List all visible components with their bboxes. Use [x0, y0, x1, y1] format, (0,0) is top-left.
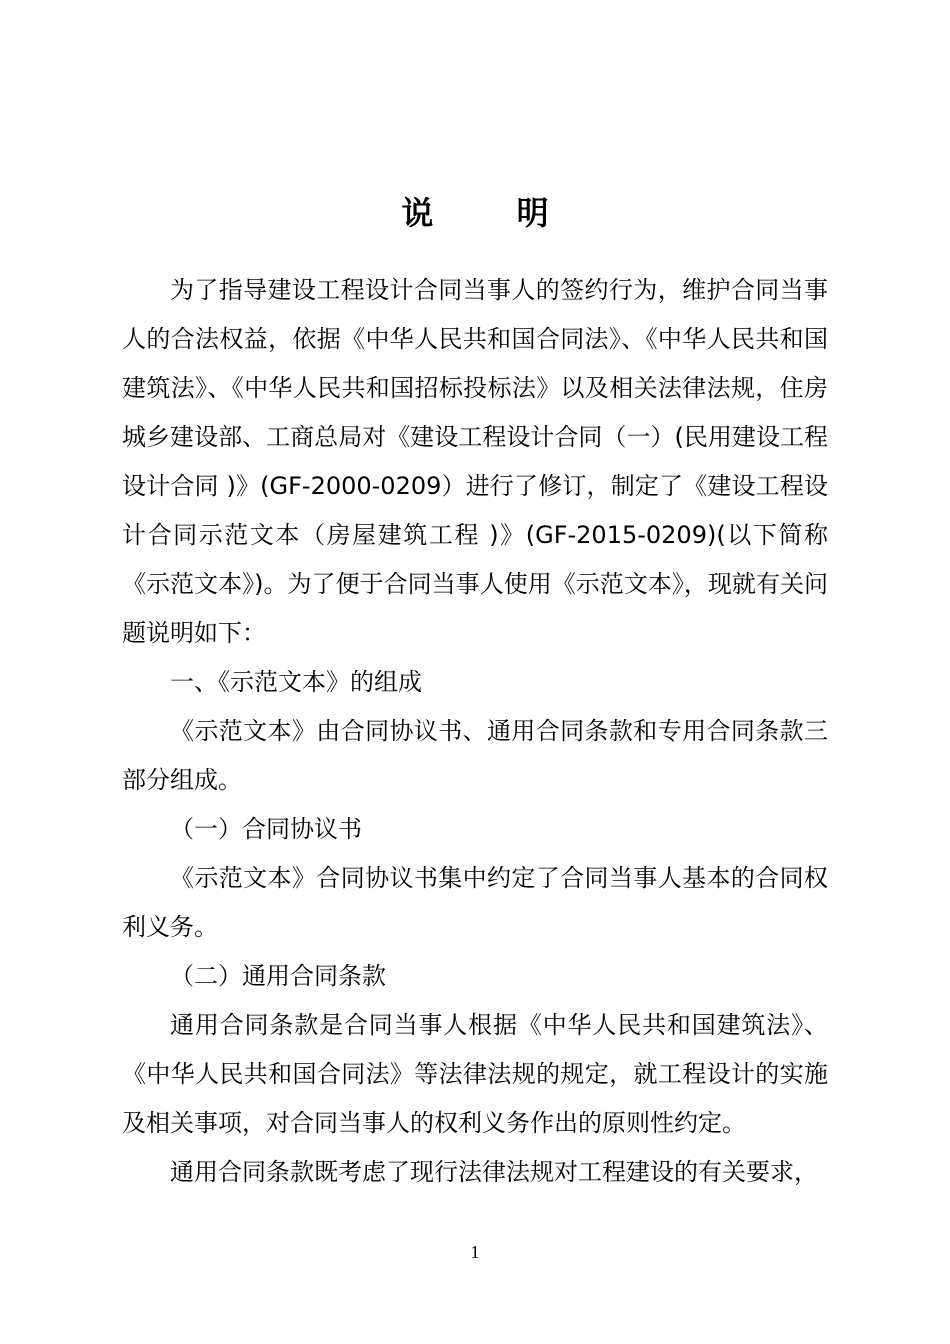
- page-title: 说 明: [401, 194, 585, 233]
- subheading-agreement: （一）合同协议书: [170, 815, 362, 843]
- section-heading-composition: 一、《示范文本》的组成: [170, 668, 422, 696]
- composition-paragraph: 《示范文本》由合同协议书、通用合同条款和专用合同条款三部分组成。: [122, 717, 828, 794]
- page-number: 1: [470, 1242, 480, 1262]
- subheading-general-terms: （二）通用合同条款: [170, 962, 386, 990]
- document-body: [122, 266, 828, 1197]
- intro-paragraph: 为了指导建设工程设计合同当事人的签约行为，维护合同当事人的合法权益，依据《中华人民共和国合同法》、《中华人民共和国建筑法》、《中华人民共和国招标投标法》以及相关法律法规，住房城乡建设部、工商总局对《建设工程设计合同（一）(民用建设工程设计合同 )》(GF-2000-0209）进行了修订，制定了《建设工程设计合同示范文本（房屋建筑工程 )》(GF-2015-0209)(以下简称《示范文本》)。为了便于合同当事人使用《示范文本》，现就有关问题说明如下：: [122, 276, 828, 647]
- general-terms-continuation-paragraph: 通用合同条款既考虑了现行法律法规对工程建设的有关要求，: [170, 1158, 818, 1186]
- agreement-paragraph: 《示范文本》合同协议书集中约定了合同当事人基本的合同权利义务。: [122, 864, 828, 941]
- general-terms-paragraph: 通用合同条款是合同当事人根据《中华人民共和国建筑法》、《中华人民共和国合同法》等法律法规的规定，就工程设计的实施及相关事项，对合同当事人的权利义务作出的原则性约定。: [122, 1011, 828, 1137]
